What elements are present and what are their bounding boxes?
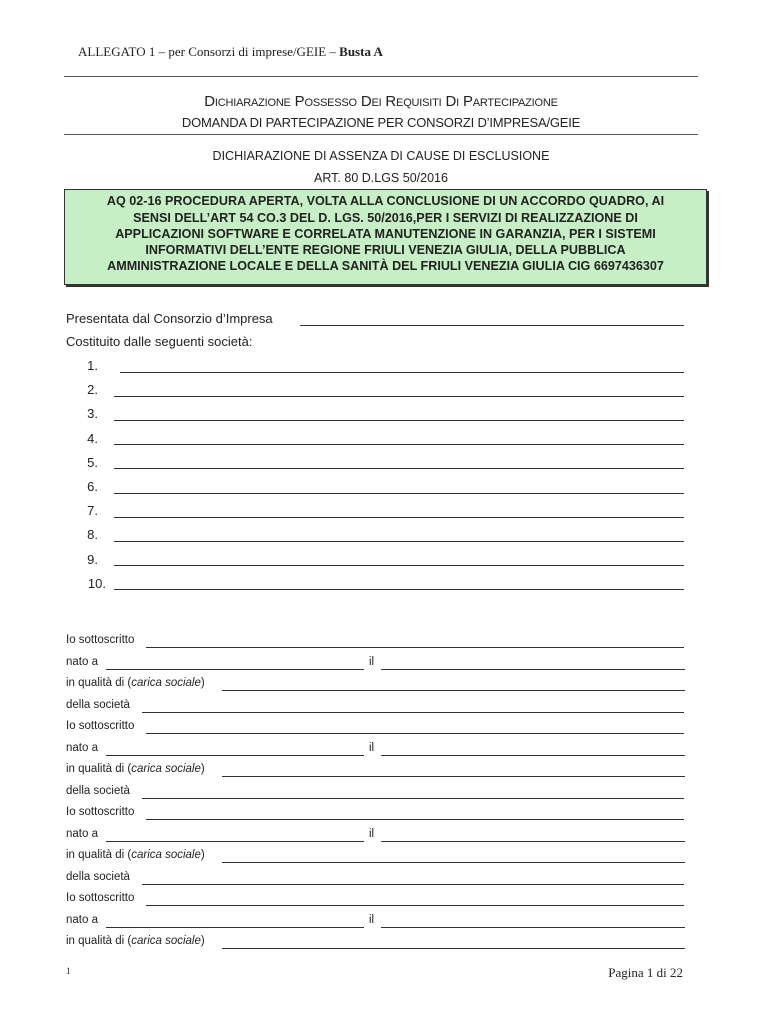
il-field[interactable]	[381, 841, 685, 842]
sottoscritto-label: Io sottoscritto	[66, 634, 135, 646]
company-field-6[interactable]	[114, 493, 684, 494]
procedure-line-1: AQ 02-16 PROCEDURA APERTA, VOLTA ALLA CONCLUSIONE DI UN ACCORDO QUADRO, AI	[106, 194, 665, 208]
societa-label: della società	[66, 699, 130, 711]
il-label: il	[369, 828, 375, 840]
company-number-8: 8.	[87, 527, 98, 542]
sottoscritto-label: Io sottoscritto	[66, 806, 135, 818]
costituito-label: Costituito dalle seguenti società:	[66, 334, 253, 349]
company-field-9[interactable]	[114, 565, 684, 566]
presentata-label: Presentata dal Consorzio d’Impresa	[66, 311, 273, 326]
page-subtitle: DOMANDA DI PARTECIPAZIONE PER CONSORZI D’IMPRESA/GEIE	[181, 115, 581, 130]
company-number-3: 3.	[87, 406, 98, 421]
societa-field[interactable]	[142, 712, 684, 713]
company-field-1[interactable]	[120, 372, 684, 373]
company-field-3[interactable]	[114, 420, 684, 421]
company-number-9: 9.	[87, 552, 98, 567]
societa-field[interactable]	[142, 798, 684, 799]
qualita-prefix: in qualità di (	[66, 677, 132, 689]
company-field-4[interactable]	[114, 444, 684, 445]
company-number-2: 2.	[87, 382, 98, 397]
societa-field[interactable]	[142, 884, 684, 885]
procedure-line-3: APPLICAZIONI SOFTWARE E CORRELATA MANUTENZIONE IN GARANZIA, PER I SISTEMI	[115, 227, 656, 241]
section-heading-esclusione: DICHIARAZIONE DI ASSENZA DI CAUSE DI ESCLUSIONE	[212, 149, 550, 163]
qualita-prefix: in qualità di (	[66, 935, 132, 947]
company-number-1: 1.	[87, 358, 98, 373]
carica-sociale: carica sociale	[131, 677, 201, 689]
qualita-field[interactable]	[222, 690, 685, 691]
consorzio-field[interactable]	[300, 325, 684, 326]
company-field-7[interactable]	[114, 517, 684, 518]
nato-a-label: nato a	[66, 742, 98, 754]
document-header	[78, 44, 383, 60]
sottoscritto-field[interactable]	[146, 733, 684, 734]
company-field-10[interactable]	[114, 589, 684, 590]
qualita-label	[66, 763, 205, 775]
qualita-field[interactable]	[222, 776, 685, 777]
company-field-8[interactable]	[114, 541, 684, 542]
sottoscritto-field[interactable]	[146, 819, 684, 820]
qualita-suffix: )	[200, 677, 205, 689]
company-number-7: 7.	[87, 503, 98, 518]
company-field-2[interactable]	[114, 396, 684, 397]
carica-sociale: carica sociale	[131, 935, 201, 947]
sottoscritto-field[interactable]	[146, 647, 684, 648]
page-title: Dichiarazione Possesso Dei Requisiti Di Partecipazione	[204, 93, 558, 110]
procedure-line-4: INFORMATIVI DELL’ENTE REGIONE FRIULI VENEZIA GIULIA, DELLA PUBBLICA	[145, 243, 626, 257]
company-number-4: 4.	[87, 431, 98, 446]
qualita-field[interactable]	[222, 862, 685, 863]
carica-sociale: carica sociale	[131, 763, 201, 775]
sottoscritto-label: Io sottoscritto	[66, 892, 135, 904]
qualita-suffix: )	[200, 849, 205, 861]
il-label: il	[369, 656, 375, 668]
procedure-box	[64, 189, 707, 285]
header-rule	[64, 76, 698, 77]
nato-a-label: nato a	[66, 828, 98, 840]
sottoscritto-label: Io sottoscritto	[66, 720, 135, 732]
qualita-label	[66, 935, 205, 947]
qualita-suffix: )	[200, 763, 205, 775]
nato-a-field[interactable]	[106, 841, 364, 842]
il-label: il	[369, 914, 375, 926]
qualita-label	[66, 849, 205, 861]
procedure-line-5: AMMINISTRAZIONE LOCALE E DELLA SANITÀ DEL FRIULI VENEZIA GIULIA CIG 6697436307	[107, 259, 664, 273]
company-number-5: 5.	[87, 455, 98, 470]
qualita-label	[66, 677, 205, 689]
nato-a-field[interactable]	[106, 927, 364, 928]
il-field[interactable]	[381, 927, 685, 928]
company-field-5[interactable]	[114, 468, 684, 469]
nato-a-label: nato a	[66, 914, 98, 926]
sottoscritto-field[interactable]	[146, 905, 684, 906]
qualita-prefix: in qualità di (	[66, 763, 132, 775]
qualita-suffix: )	[200, 935, 205, 947]
societa-label: della società	[66, 871, 130, 883]
nato-a-field[interactable]	[106, 669, 364, 670]
nato-a-field[interactable]	[106, 755, 364, 756]
il-field[interactable]	[381, 755, 685, 756]
il-field[interactable]	[381, 669, 685, 670]
qualita-prefix: in qualità di (	[66, 849, 132, 861]
procedure-line-2: SENSI DELL’ART 54 CO.3 DEL D. LGS. 50/2016,PER I SERVIZI DI REALIZZAZIONE DI	[133, 211, 638, 225]
company-number-6: 6.	[87, 479, 98, 494]
qualita-field[interactable]	[222, 948, 685, 949]
header-busta: Busta A	[339, 44, 383, 59]
societa-label: della società	[66, 785, 130, 797]
il-label: il	[369, 742, 375, 754]
header-allegato: ALLEGATO 1 – per Consorzi di imprese/GEIE –	[78, 44, 340, 59]
section-heading-art80: ART. 80 D.LGS 50/2016	[314, 171, 448, 185]
title-rule	[64, 134, 698, 135]
company-number-10: 10.	[87, 576, 106, 591]
footnote-marker: 1	[66, 966, 71, 976]
carica-sociale: carica sociale	[131, 849, 201, 861]
nato-a-label: nato a	[66, 656, 98, 668]
page-number: Pagina 1 di 22	[608, 965, 683, 980]
